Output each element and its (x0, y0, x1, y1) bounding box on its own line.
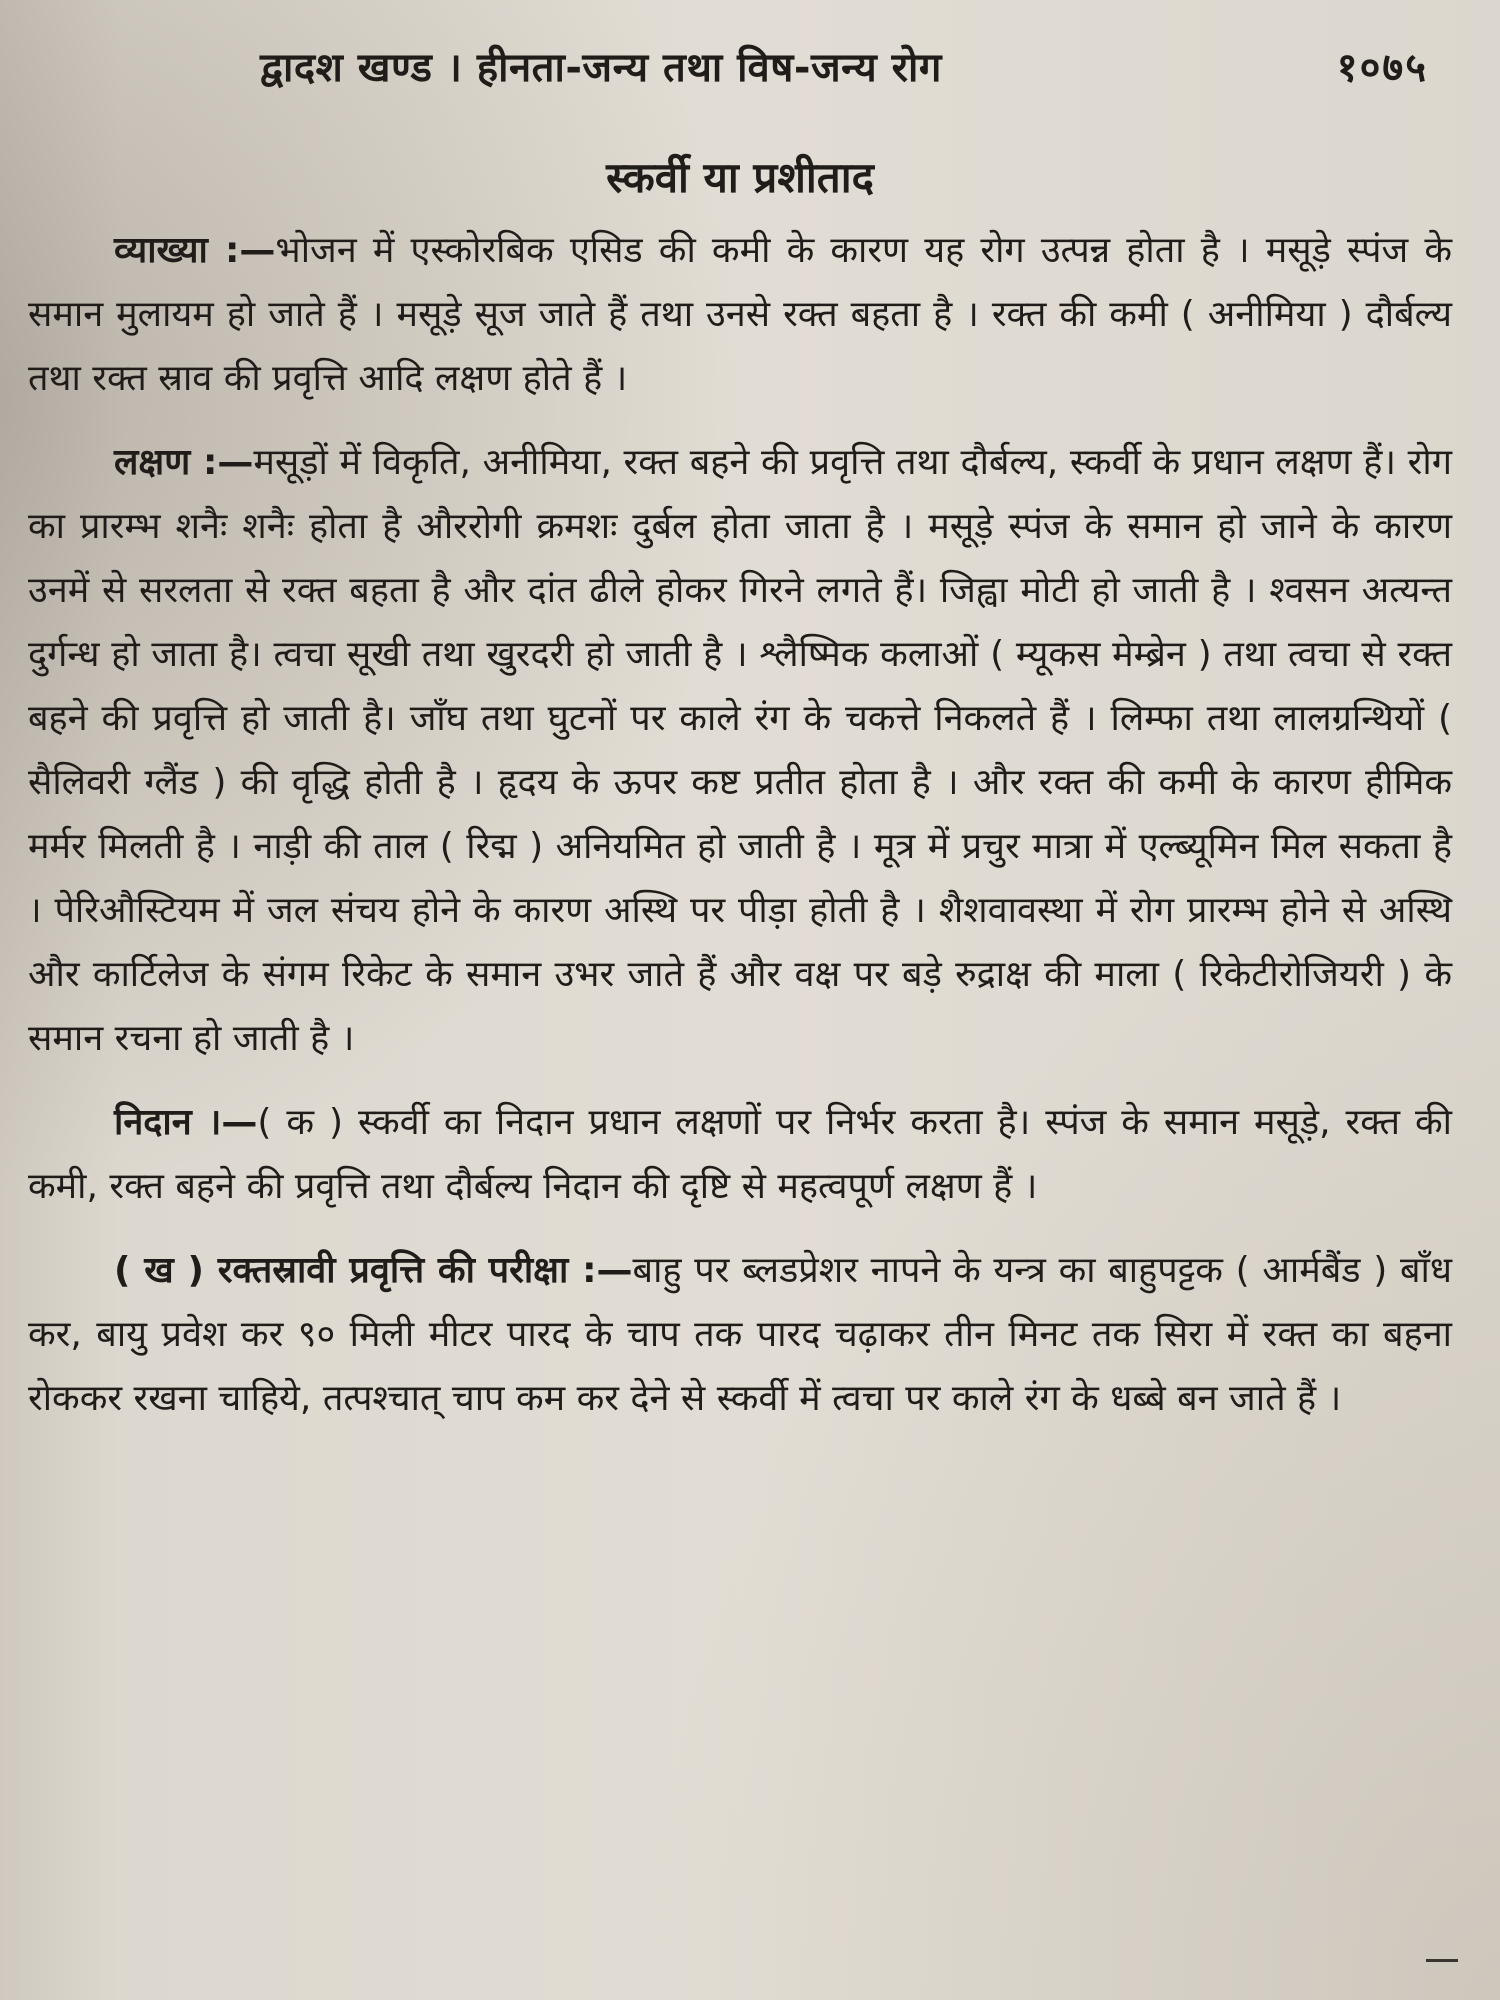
paragraph-lead: ( ख ) रक्तस्रावी प्रवृत्ति की परीक्षा :— (114, 1250, 633, 1291)
running-header (28, 38, 1452, 91)
paragraph-symptoms (28, 431, 1452, 1071)
paragraph-lead: लक्षण :— (114, 442, 254, 483)
paragraph-lead: निदान ।— (114, 1102, 258, 1143)
paragraph-bleeding-test (28, 1239, 1452, 1431)
section-title: स्कर्वी या प्रशीताद (606, 153, 874, 202)
paragraph-diagnosis (28, 1091, 1452, 1219)
paragraph-text: ( क ) स्कर्वी का निदान प्रधान लक्षणों पर निर्भर करता है। स्पंज के समान मसूड़े, रक्त की कमी, रक्त बहने की प्रवृत्ति तथा दौर्बल्य निदान की दृष्टि से महत्वपूर्ण लक्षण हैं । (28, 1102, 1452, 1207)
paragraph-definition (28, 219, 1452, 411)
paragraph-text: बाहु पर ब्लडप्रेशर नापने के यन्त्र का बाहुपट्टक ( आर्मबैंड ) बाँध कर, बायु प्रवेश कर ९० मिली मीटर पारद के चाप तक पारद चढ़ाकर तीन मिनट तक सिरा में रक्त का बहना रोककर रखना चाहिये, तत्पश्चात् चाप कम कर देने से स्कर्वी में त्वचा पर काले रंग के धब्बे बन जाते हैं । (28, 1250, 1453, 1419)
running-title: द्वादश खण्ड । हीनता-जन्य तथा विष-जन्य रोग (260, 45, 942, 91)
paragraph-lead: व्याख्या :— (114, 230, 276, 271)
page-number: १०७५ (1336, 45, 1428, 91)
paragraph-text: मसूड़ों में विकृति, अनीमिया, रक्त बहने की प्रवृत्ति तथा दौर्बल्य, स्कर्वी के प्रधान लक्षण हैं। रोग का प्रारम्भ शनैः शनैः होता है औररोगी क्रमशः दुर्बल होता जाता है । मसूड़े स्पंज के समान हो जाने के कारण उनमें से सरलता से रक्त बहता है और दांत ढीले होकर गिरने लगते हैं। जिह्वा मोटी हो जाती है । श्वसन अत्यन्त दुर्गन्ध हो जाता है। त्वचा सूखी तथा खुरदरी हो जाती है । श्लैष्मिक कलाओं ( म्यूकस मेम्ब्रेन ) तथा त्वचा से रक्त बहने की प्रवृत्ति हो जाती है। जाँघ तथा घुटनों पर काले रंग के चकत्ते निकलते हैं । लिम्फा तथा लालग्रन्थियों ( सैलिवरी ग्लैंड ) की वृद्धि होती है । हृदय के ऊपर कष्ट प्रतीत होता है । और रक्त की कमी के कारण हीमिक मर्मर मिलती है । नाड़ी की ताल ( रिद्म ) अनियमित हो जाती है । मूत्र में प्रचुर मात्रा में एल्ब्यूमिन मिल सकता है । पेरिऔस्टियम में जल संचय होने के कारण अस्थि पर पीड़ा होती है । शैशवावस्था में रोग प्रारम्भ होने से अस्थि और कार्टिलेज के संगम रिकेट के समान उभर जाते हैं और वक्ष पर बड़े रुद्राक्ष की माला ( रिकेटीरोजियरी ) के समान रचना हो जाती है । (28, 442, 1452, 1059)
paragraph-text: भोजन में एस्कोरबिक एसिड की कमी के कारण यह रोग उत्पन्न होता है । मसूड़े स्पंज के समान मुलायम हो जाते हैं । मसूड़े सूज जाते हैं तथा उनसे रक्त बहता है । रक्त की कमी ( अनीमिया ) दौर्बल्य तथा रक्त स्राव की प्रवृत्ति आदि लक्षण होते हैं । (28, 230, 1452, 399)
footer-dash (1426, 1959, 1458, 1962)
